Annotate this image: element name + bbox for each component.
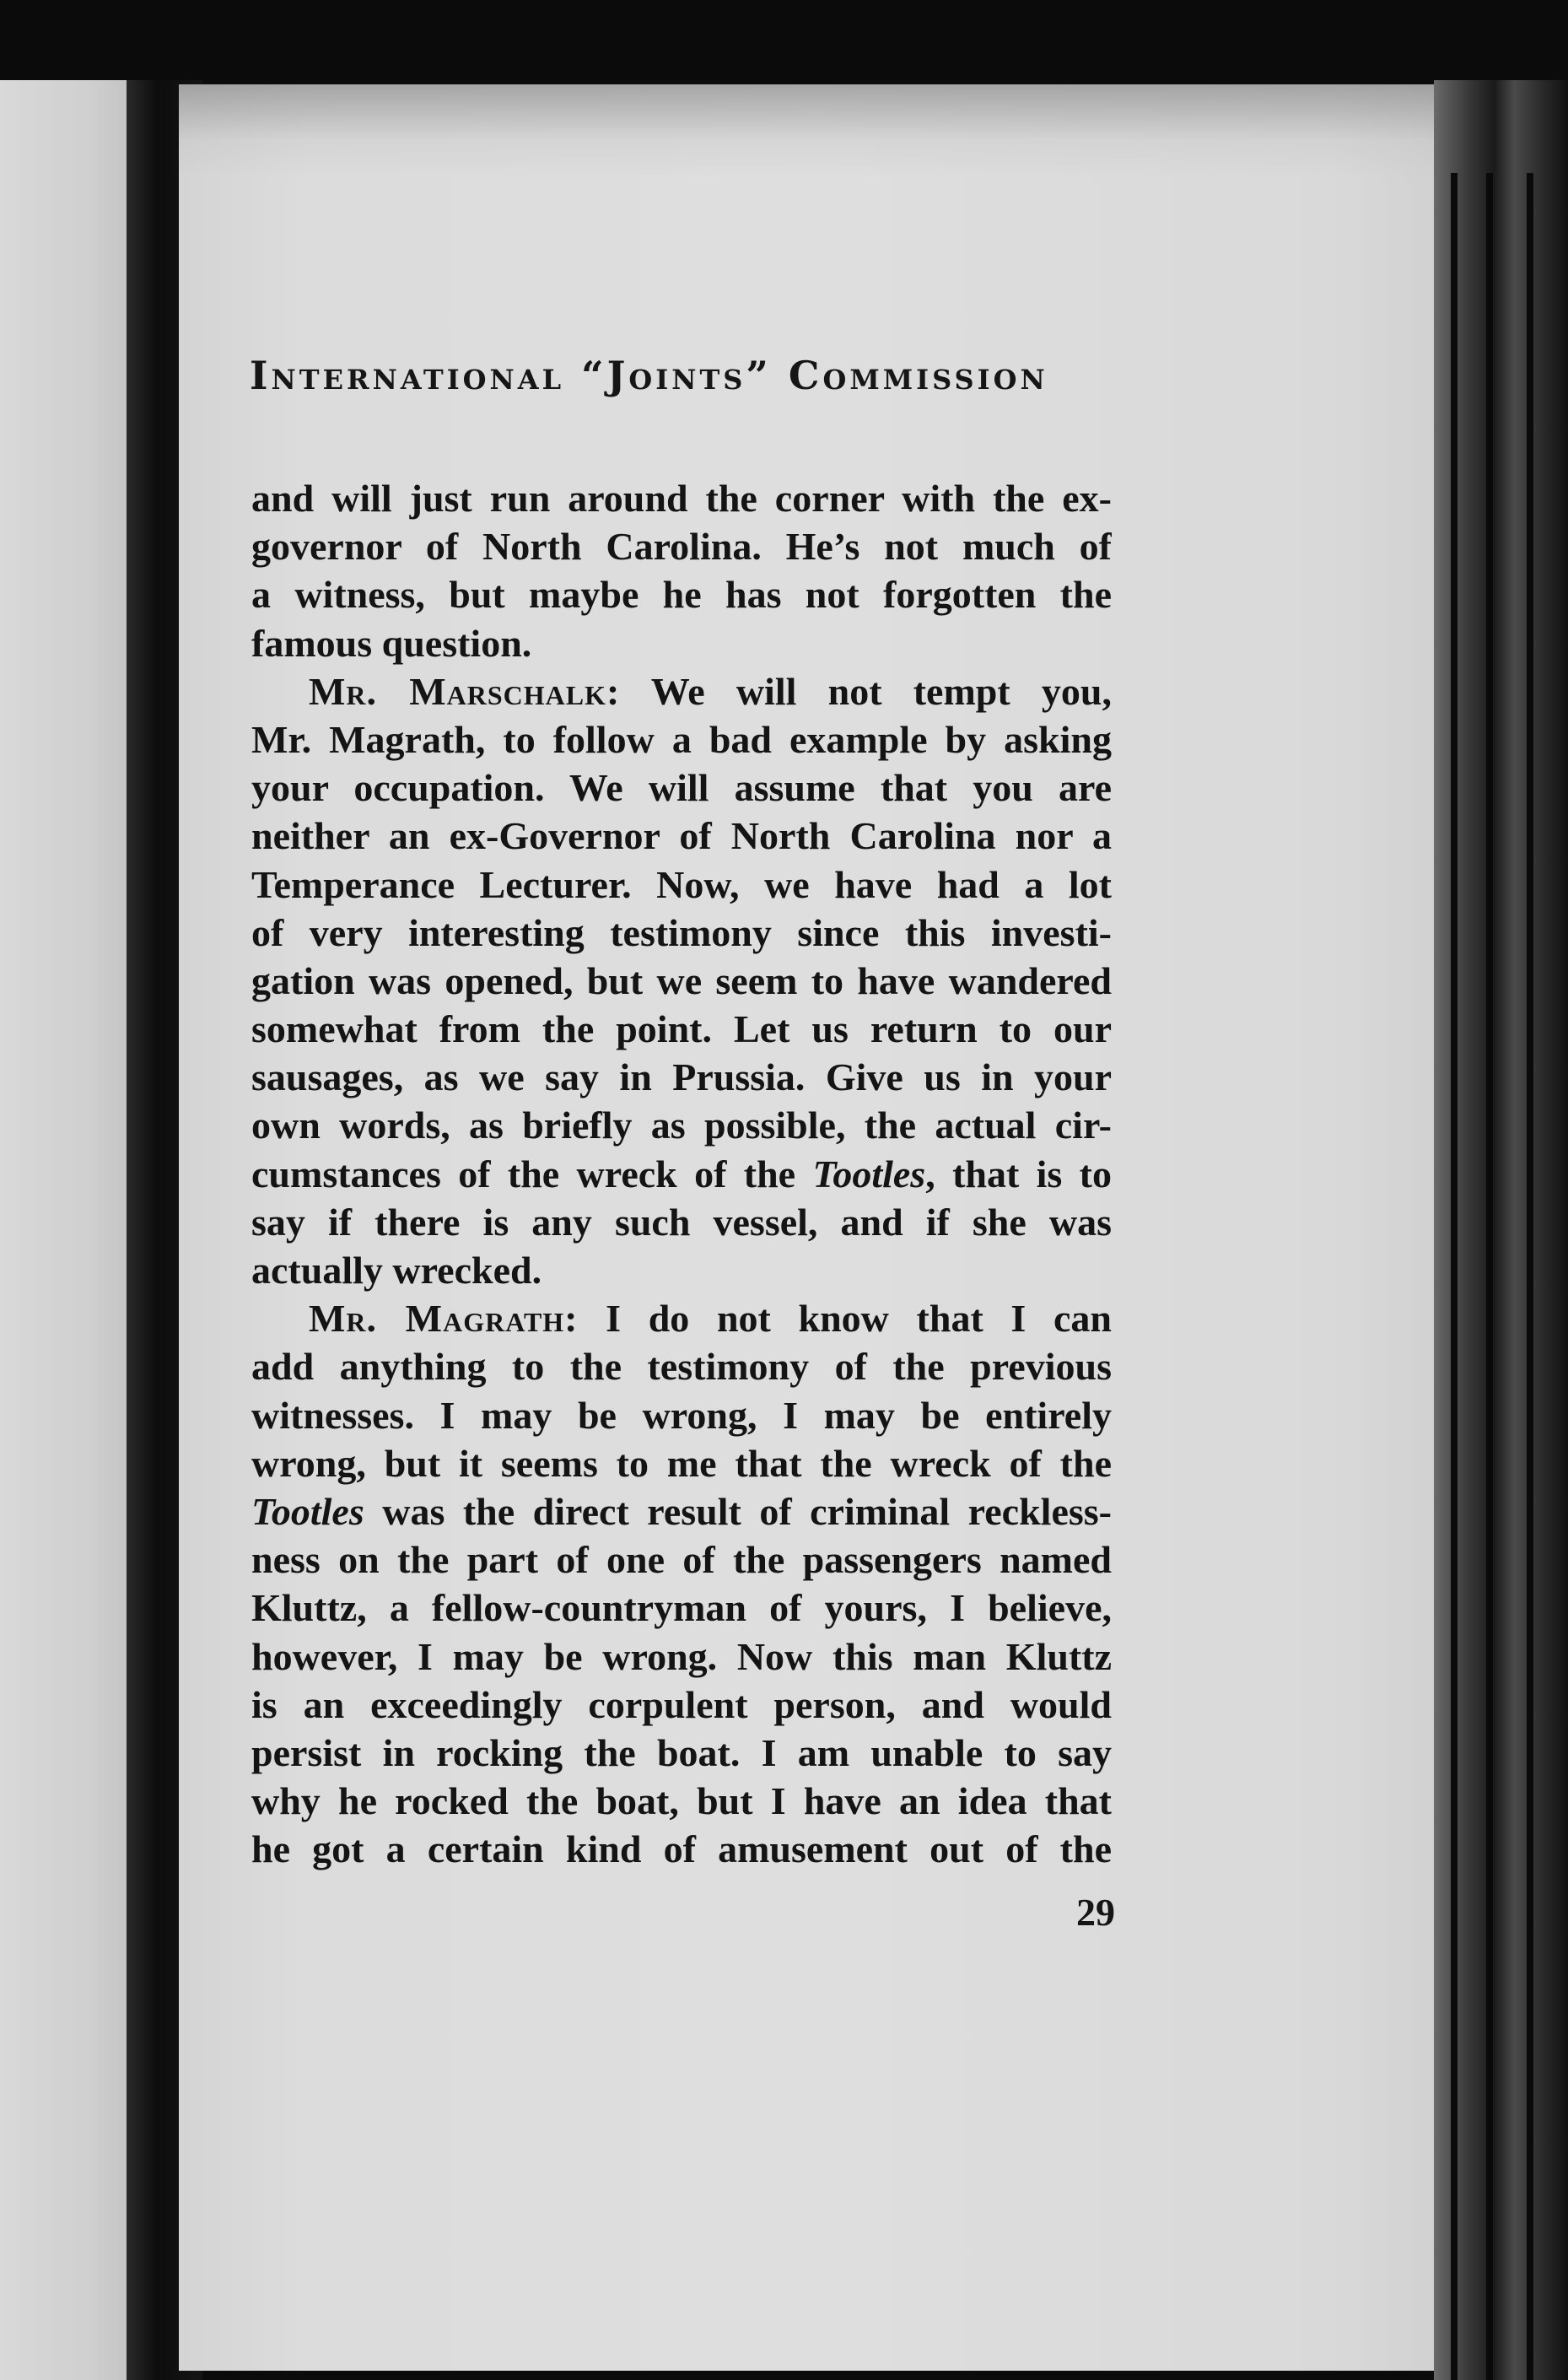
text-line: why he rocked the boat, but I have an idea that [251,1779,1112,1823]
text-line: he got a certain kind of amusement out of the [251,1827,1112,1871]
text-run: was the direct result of criminal reckless- [364,1489,1112,1533]
text-line: own words, as briefly as possible, the actual cir- [251,1104,1112,1147]
page-top-shadow [179,84,1461,177]
text-line: of very interesting testimony since this investi- [251,910,1112,954]
text-run: cumstances of the wreck of the [251,1152,813,1195]
text-line: and will just run around the corner with the ex- [251,477,1112,520]
ship-name: Tootles [812,1152,926,1195]
text-line [251,1487,1112,1535]
text-line: famous question. [251,621,532,665]
text-line: say if there is any such vessel, and if she was [251,1200,1112,1244]
speaker-name: Mr. Marschalk: [309,669,621,713]
speaker-line [251,667,1112,715]
text-line: a witness, but maybe he has not forgotten the [251,573,1112,617]
text-line: Mr. Magrath, to follow a bad example by asking [251,717,1112,761]
speaker-line [251,1294,1112,1342]
book-right-edge [1434,80,1568,2380]
text-line: sausages, as we say in Prussia. Give us in your [251,1055,1112,1099]
text-line: governor of North Carolina. He’s not much of [251,525,1112,569]
edge-line [1527,173,1533,2380]
text-line: Kluttz, a fellow-countryman of yours, I believe, [251,1586,1112,1630]
text-line: actually wrecked. [251,1249,542,1292]
text-run: I do not know that I can [578,1297,1112,1341]
text-line: ness on the part of one of the passengers named [251,1538,1112,1582]
text-line: witnesses. I may be wrong, I may be entirely [251,1393,1112,1437]
body-text [251,474,1112,1873]
text-run: , that is to [925,1152,1112,1195]
text-line: add anything to the testimony of the previous [251,1345,1112,1389]
text-run: We will not tempt you, [620,669,1112,713]
text-line: however, I may be wrong. Now this man Kluttz [251,1634,1112,1678]
text-line: gation was opened, but we seem to have wandered [251,958,1112,1002]
text-line [251,1150,1112,1198]
text-line: Temperance Lecturer. Now, we have had a lot [251,862,1112,906]
page-number: 29 [1076,1891,1115,1934]
running-head: International “Joints” Commission [250,353,1048,398]
text-line: neither an ex-Governor of North Carolina nor a [251,814,1112,858]
text-line: wrong, but it seems to me that the wreck of the [251,1441,1112,1485]
edge-line [1486,173,1493,2380]
text-line: somewhat from the point. Let us return to our [251,1007,1112,1051]
text-line: is an exceedingly corpulent person, and would [251,1682,1112,1726]
text-line: your occupation. We will assume that you are [251,766,1112,810]
text-line: persist in rocking the boat. I am unable to say [251,1730,1112,1774]
edge-line [1451,173,1458,2380]
ship-name: Tootles [251,1489,364,1533]
speaker-name: Mr. Magrath: [309,1297,579,1341]
